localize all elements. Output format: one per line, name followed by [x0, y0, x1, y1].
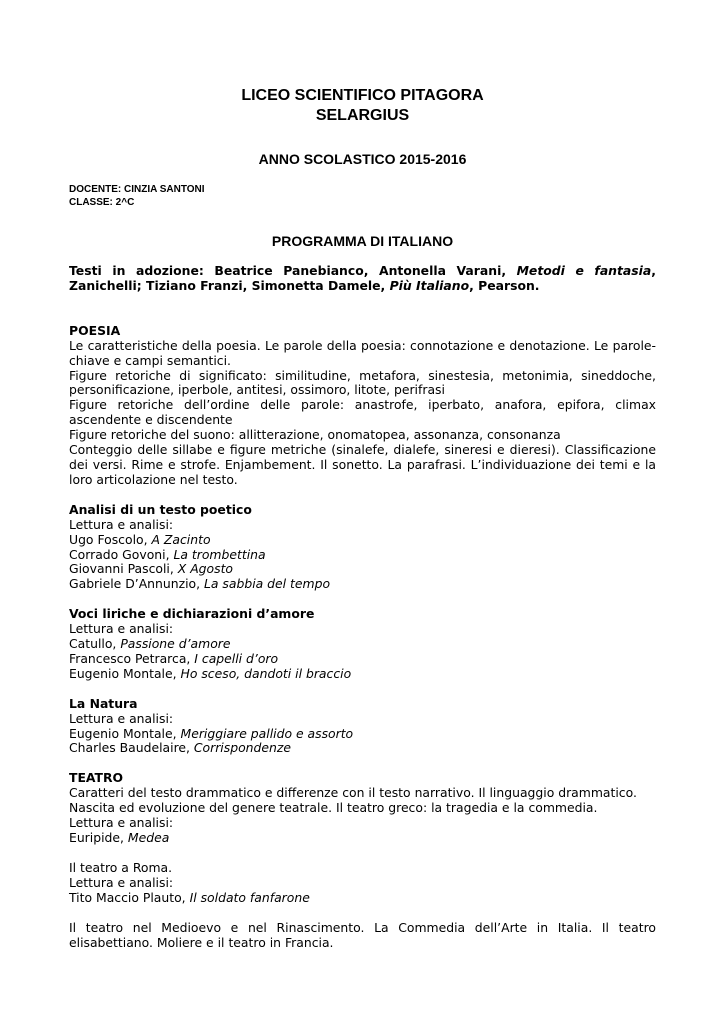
reading-intro: Lettura e analisi:	[69, 621, 174, 637]
section-poesia	[69, 324, 656, 488]
text-line: Il teatro a Roma.	[69, 859, 173, 875]
reading-intro: Lettura e analisi:	[69, 516, 174, 532]
list-item: Giovanni Pascoli, X Agosto	[69, 561, 234, 577]
reading-intro: Lettura e analisi:	[69, 874, 174, 890]
section-heading: Analisi di un testo poetico	[69, 501, 252, 517]
teacher-line: DOCENTE: CINZIA SANTONI	[69, 184, 205, 195]
text-line: Conteggio delle sillabe e figure metriche (sinalefe, dialefe, sineresi e dieresi). Classificazione	[69, 442, 656, 458]
text-line: Il teatro nel Medioevo e nel Rinascimento. La Commedia dell’Arte in Italia. Il teatro	[69, 919, 656, 935]
list-item: Eugenio Montale, Meriggiare pallido e assorto	[69, 725, 354, 741]
textbooks-line-2: Zanichelli; Tiziano Franzi, Simonetta Damele, Più Italiano, Pearson.	[69, 277, 540, 293]
school-name	[0, 86, 725, 126]
section-natura	[69, 697, 656, 757]
school-year: ANNO SCOLASTICO 2015-2016	[258, 151, 467, 167]
reading-intro: Lettura e analisi:	[69, 710, 174, 726]
section-heading: Voci liriche e dichiarazioni d’amore	[69, 606, 315, 622]
section-heading: POESIA	[69, 322, 121, 338]
list-item: Euripide, Medea	[69, 830, 170, 845]
text-line: Caratteri del testo drammatico e differenze con il testo narrativo. Il linguaggio drammatico.	[69, 785, 637, 801]
list-item: Gabriele D’Annunzio, La sabbia del tempo	[69, 576, 331, 592]
list-item: Charles Baudelaire, Corrispondenze	[69, 740, 291, 756]
document-body	[69, 264, 656, 950]
reading-intro: Lettura e analisi:	[69, 815, 174, 831]
text-line: elisabettiano. Moliere e il teatro in Francia.	[69, 934, 334, 950]
list-item: Eugenio Montale, Ho sceso, dandoti il braccio	[69, 665, 352, 681]
school-line-1: LICEO SCIENTIFICO PITAGORA	[241, 87, 484, 104]
textbook-title-2: Più Italiano	[389, 277, 470, 293]
list-item: Ugo Foscolo, A Zacinto	[69, 531, 211, 547]
section-heading: La Natura	[69, 695, 138, 711]
section-teatro	[69, 771, 656, 950]
text-line: Figure retoriche del suono: allitterazione, onomatopea, assonanza, consonanza	[69, 427, 561, 443]
section-analisi	[69, 503, 656, 592]
text-line: dei versi. Rime e strofe. Enjambement. Il sonetto. La parafrasi. L’individuazione dei temi e la	[69, 456, 656, 472]
class-line: CLASSE: 2^C	[69, 197, 135, 208]
teacher-class-info	[69, 183, 205, 209]
text-line: Le caratteristiche della poesia. Le parole della poesia: connotazione e denotazione. Le parole-	[69, 337, 656, 353]
textbook-title-1: Metodi e fantasia	[516, 263, 652, 278]
text-line: Nascita ed evoluzione del genere teatrale. Il teatro greco: la tragedia e la commedia.	[69, 800, 598, 816]
list-item: Corrado Govoni, La trombettina	[69, 546, 266, 562]
textbooks	[69, 264, 656, 294]
text-line: personificazione, iperbole, antitesi, ossimoro, litote, perifrasi	[69, 382, 445, 398]
text-line: Figure retoriche dell’ordine delle parole: anastrofe, iperbato, anafora, epifora, climax	[69, 397, 656, 413]
text-line: Figure retoriche di significato: similitudine, metafora, sinestesia, metonimia, sineddoche,	[69, 367, 656, 383]
list-item: Tito Maccio Plauto, Il soldato fanfarone	[69, 889, 310, 905]
textbooks-line-1: Testi in adozione: Beatrice Panebianco, Antonella Varani, Metodi e fantasia,	[69, 263, 656, 278]
section-voci-liriche	[69, 607, 656, 682]
text-line: ascendente e discendente	[69, 412, 233, 428]
list-item: Francesco Petrarca, I capelli d’oro	[69, 650, 279, 666]
text-line: chiave e campi semantici.	[69, 352, 231, 368]
school-line-2: SELARGIUS	[315, 107, 410, 124]
program-title: PROGRAMMA DI ITALIANO	[271, 233, 454, 249]
text-line: loro articolazione nel testo.	[69, 471, 238, 487]
section-heading: TEATRO	[69, 770, 124, 786]
list-item: Catullo, Passione d’amore	[69, 636, 231, 652]
